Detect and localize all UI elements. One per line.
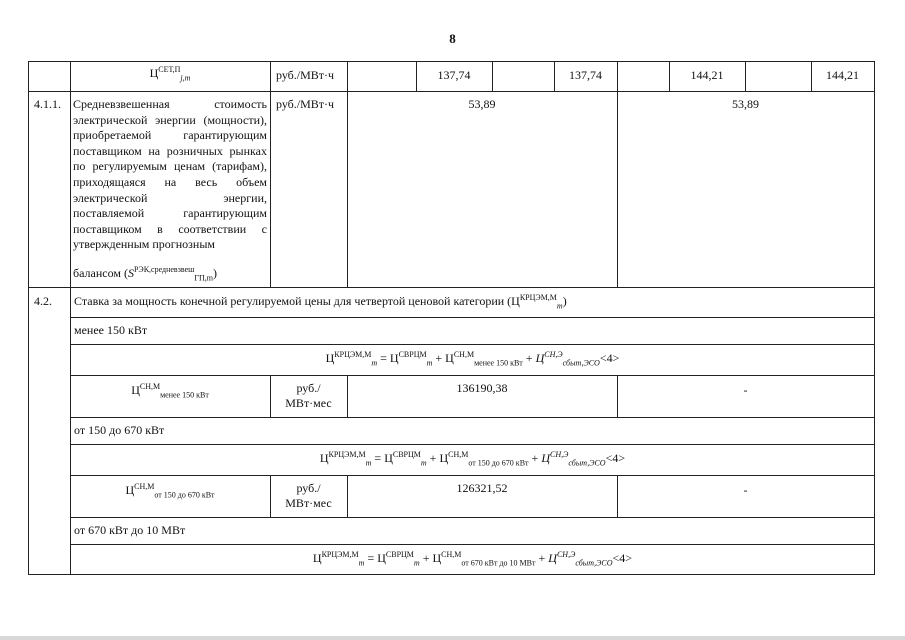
row-4-1-1-value-2: 53,89 (732, 97, 759, 111)
value-150-670-dash: - (743, 483, 748, 497)
row-4-1-1-value-1: 53,89 (468, 97, 496, 111)
formula-less-150: $Ц^{КРЦЭМ,М}_m = Ц^{СВРЦМ}_m + Ц^{СН,М}_{менее 150 кВт} + Ц^{СН,Э}_{сбыт,ЭСО}<4>$ (325, 350, 620, 368)
unit-150-670: руб./ МВт·мес (285, 481, 332, 510)
row-number-4-1-1: 4.1.1. (34, 97, 61, 111)
section-heading-less-150: менее 150 кВт (74, 323, 148, 337)
symbol-less-150: $Ц^{СН,М}_{менее 150 кВт}$ (131, 382, 209, 400)
value-150-670: 126321,52 (456, 481, 508, 495)
network-price-unit: руб./МВт·ч (276, 68, 335, 82)
page-number: 8 (449, 31, 456, 46)
row-4-1-1-unit: руб./МВт·ч (276, 97, 335, 111)
row-4-2-title: Ставка за мощность конечной регулируемой цены для четвертой ценовой категории $(Ц^{КРЦЭМ,М}_m)$ (74, 293, 567, 311)
scan-edge (0, 636, 905, 640)
network-value-1: 137,74 (437, 68, 471, 82)
network-value-2: 137,74 (569, 68, 602, 82)
row-4-1-1-description-end: балансом $(S^{РЭК,средневзвеш}_{ГП,m})$ (73, 265, 217, 283)
network-value-3: 144,21 (690, 68, 724, 82)
value-less-150: 136190,38 (456, 381, 508, 395)
network-price-symbol: $Ц^{СЕТ,П}_{j,m}$ (149, 65, 191, 83)
value-less-150-dash: - (743, 383, 748, 397)
formula-670-10000: $Ц^{КРЦЭМ,М}_m = Ц^{СВРЦМ}_m + Ц^{СН,М}_{от 670 кВт до 10 МВт} + Ц^{СН,Э}_{сбыт,ЭСО}<4>$ (312, 550, 633, 568)
row-4-1-1-description: Средневзвешенная стоимость электрической энергии (мощности), приобретаемой гарантирующим поставщиком на розничных рынках по регулируемым ценам (тарифам), приходящаяся на весь объем электрической энергии, поставляемой гарантирующим поставщиком в соответствии с утвержденным прогнозным (73, 97, 267, 252)
section-heading-150-670: от 150 до 670 кВт (74, 423, 165, 437)
symbol-150-670: $Ц^{СН,М}_{от 150 до 670 кВт}$ (125, 482, 215, 500)
unit-less-150: руб./ МВт·мес (285, 381, 332, 410)
formula-150-670: $Ц^{КРЦЭМ,М}_m = Ц^{СВРЦМ}_m + Ц^{СН,М}_{от 150 до 670 кВт} + Ц^{СН,Э}_{сбыт,ЭСО}<4>$ (319, 450, 626, 468)
section-heading-670-10000: от 670 кВт до 10 МВт (74, 523, 186, 537)
row-number-4-2: 4.2. (34, 294, 52, 308)
network-value-4: 144,21 (826, 68, 859, 82)
